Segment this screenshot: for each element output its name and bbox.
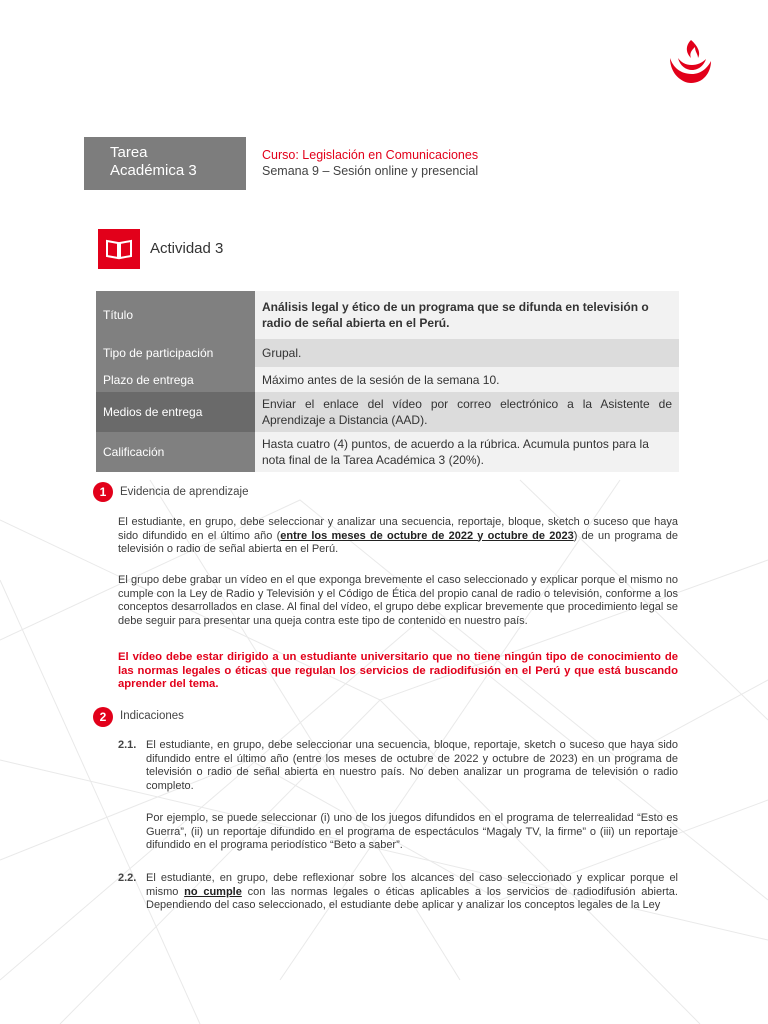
item-2-1-paragraph: El estudiante, en grupo, debe seleccionar una secuencia, bloque, reportaje, sketch o suceso que haya sido difundido entre el último año (entre los meses de octubre de 2022 y octubre de 2023) en un programa de televisión o radio de señal abierta en nuestro país. No deben analizar un programa de televisión o radio completo. (146, 739, 678, 792)
evidence-paragraph-1: El estudiante, en grupo, debe seleccionar y analizar una secuencia, reportaje, bloque, sketch o suceso que haya sido difundido en el último año (entre los meses de octubre de 2022 y octubre de 2023) de un programa de televisión o radio de señal abierta en el Perú. (118, 516, 678, 555)
evidence-warning: El vídeo debe estar dirigido a un estudiante universitario que no tiene ningún tipo de conocimiento de las normas legales o éticas que regulan los servicios de radiodifusión en el Perú y que está buscando aprender del tema. (118, 651, 678, 690)
course-title: Curso: Legislación en Comunicaciones (262, 148, 479, 162)
tarea-line1: Tarea (110, 144, 148, 161)
tarea-box (84, 137, 246, 190)
activity-title: Actividad 3 (150, 240, 224, 257)
item-number-2-1: 2.1. (118, 739, 137, 751)
table-row (96, 432, 679, 472)
row-label: Título (96, 291, 255, 339)
row-value: Máximo antes de la sesión de la semana 10. (255, 367, 679, 392)
row-value: Análisis legal y ético de un programa que se difunda en televisión o radio de señal abierta en el Perú. (255, 291, 679, 339)
tarea-line2: Académica 3 (110, 162, 197, 179)
no-cumple-highlight: no cumple (184, 885, 242, 898)
table-row (96, 392, 679, 432)
row-value: Hasta cuatro (4) puntos, de acuerdo a la rúbrica. Acumula puntos para la nota final de la Tarea Académica 3 (20%). (255, 432, 679, 472)
section-title-2: Indicaciones (120, 710, 184, 722)
row-label: Tipo de participación (96, 339, 255, 367)
course-info (262, 147, 478, 179)
row-value: Grupal. (255, 339, 679, 367)
section-number-1: 1 (93, 482, 113, 502)
table-row (96, 291, 679, 339)
row-label: Medios de entrega (96, 392, 255, 432)
row-value: Enviar el enlace del vídeo por correo electrónico a la Asistente de Aprendizaje a Distancia (AAD). (255, 392, 679, 432)
row-label: Calificación (96, 432, 255, 472)
item-2-1-example: Por ejemplo, se puede seleccionar (i) uno de los juegos difundidos en el programa de telerrealidad “Esto es Guerra”, (ii) un reportaje difundido en el programa de espectáculos “Magaly TV, la firme” o (iii) un reportaje difundido en el programa periodístico “Beto a saber”. (146, 812, 678, 851)
date-range-highlight: entre los meses de octubre de 2022 y octubre de 2023 (280, 529, 574, 542)
evidence-paragraph-2: El grupo debe grabar un vídeo en el que exponga brevemente el caso seleccionado y explicar porque el mismo no cumple con la Ley de Radio y Televisión y el Código de Ética del propio canal de radio o televisión, conforme a los conceptos desarrollados en clase. Al final del vídeo, el grupo debe explicar brevemente que procedimiento legal se debe seguir para presentar una queja contra este tipo de contenido en nuestro país. (118, 574, 678, 627)
table-row (96, 339, 679, 367)
info-table (96, 291, 679, 472)
item-number-2-2: 2.2. (118, 872, 137, 884)
section-title-1: Evidencia de aprendizaje (120, 486, 249, 498)
section-number-2: 2 (93, 707, 113, 727)
table-row (96, 367, 679, 392)
upc-logo (664, 36, 714, 86)
week-info: Semana 9 – Sesión online y presencial (262, 164, 479, 178)
item-2-2-paragraph: El estudiante, en grupo, debe reflexionar sobre los alcances del caso seleccionado y explicar porque el mismo no cumple con las normas legales o éticas aplicables a los servicios de radiodifusión abierta. Dependiendo del caso seleccionado, el estudiante debe aplicar y analizar los conceptos legales de la Ley (146, 872, 678, 911)
open-book-icon (98, 229, 140, 269)
row-label: Plazo de entrega (96, 367, 255, 392)
